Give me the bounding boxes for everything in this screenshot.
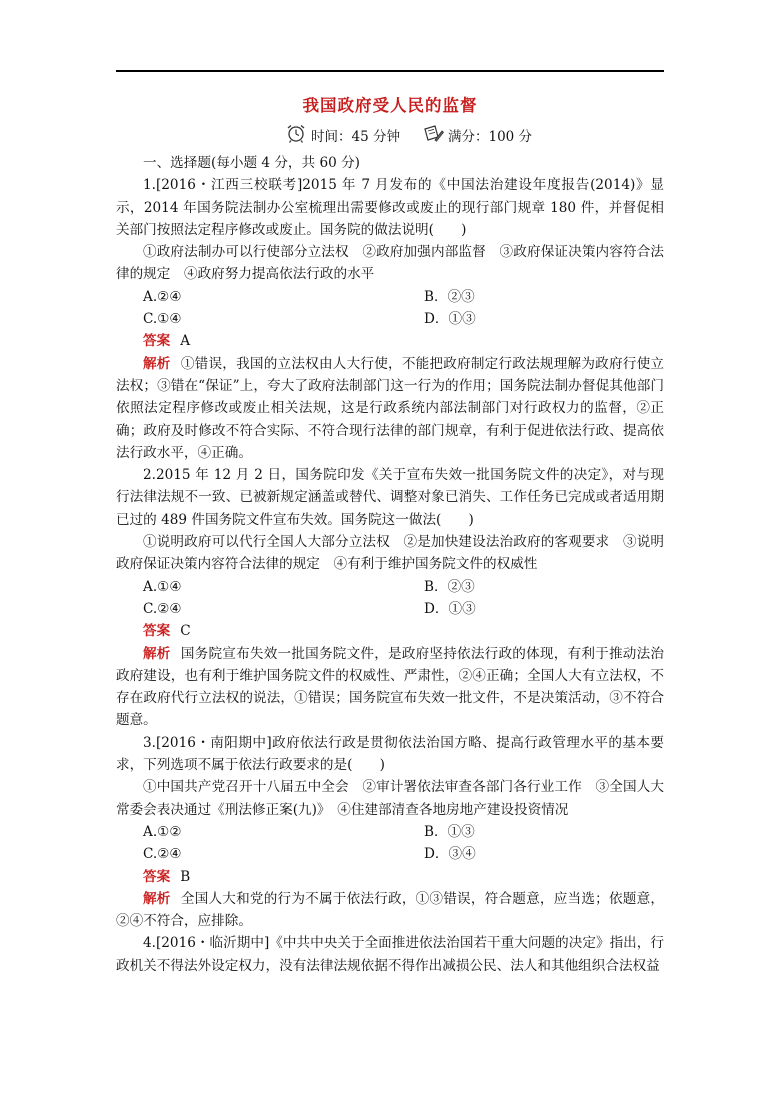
q1-option-d: D．①③ bbox=[424, 311, 476, 328]
q2-option-b: B．②③ bbox=[424, 578, 475, 595]
section-heading: 一、选择题(每小题 4 分，共 60 分) bbox=[143, 155, 360, 171]
q2-items: ①说明政府可以代行全国人大部分立法权 ②是加快建设法治政府的客观要求 ③说明政府保证决策内容符合法律的规定 ④有利于维护国务院文件的权威性 bbox=[116, 534, 664, 573]
alarm-clock-icon bbox=[285, 123, 307, 147]
q3-options bbox=[116, 821, 664, 866]
q1-option-c: C.①④ bbox=[143, 311, 182, 328]
answer-tag: 答案 bbox=[143, 623, 171, 640]
q2-answer bbox=[116, 620, 664, 642]
q3-analysis-text: 全国人大和党的行为不属于依法行政，①③错误，符合题意，应当选；依题意，②④不符合，应排除。 bbox=[116, 890, 665, 930]
score-label: 满分：100 分 bbox=[447, 129, 533, 145]
q3-answer bbox=[116, 866, 664, 888]
q2-option-d: D．①③ bbox=[424, 600, 476, 617]
page-title: 我国政府受人民的监督 bbox=[302, 96, 478, 115]
q2-stem: 2.2015 年 12 月 2 日，国务院印发《关于宣布失效一批国务院文件的决定》，对与现行法律法规不一致、已被新规定涵盖或替代、调整对象已消失、工作任务已完成或者适用期已过的 489 件国务院文件宣布失效。国务院这一做法( ) bbox=[116, 467, 664, 528]
q2-analysis-text: 国务院宣布失效一批国务院文件，是政府坚持依法行政的体现，有利于推动法治政府建设，也有利于维护国务院文件的权威性、严肃性，②④正确；全国人大有立法权，不存在政府代行立法权的说法，①错误；国务院宣布失效一批文件，不是决策活动，③不符合题意。 bbox=[116, 645, 665, 729]
header-rule bbox=[116, 70, 664, 72]
q2-options bbox=[116, 576, 664, 621]
answer-tag: 答案 bbox=[143, 333, 171, 350]
q3-option-c: C.②④ bbox=[143, 846, 182, 863]
q1-analysis-text: ①错误，我国的立法权由人大行使，不能把政府制定行政法规理解为政府行使立法权；③错在“保证”上，夸大了政府法制部门这一行为的作用；国务院法制办督促其他部门依照法定程序修改或废止相关法规，这是行政系统内部法制部门对行政权力的监督，②正确；政府及时修改不符合实际、不符合现行法律的部门规章，有利于促进依法行政、提高依法行政水平，④正确。 bbox=[116, 355, 665, 461]
analysis-tag: 解析 bbox=[143, 890, 171, 907]
q1-answer bbox=[116, 330, 664, 352]
q3-answer-value: B bbox=[180, 868, 191, 885]
q1-option-b: B．②③ bbox=[424, 288, 475, 305]
q3-option-d: D．③④ bbox=[424, 846, 476, 863]
analysis-tag: 解析 bbox=[143, 645, 171, 662]
answer-tag: 答案 bbox=[143, 868, 171, 885]
q1-options bbox=[116, 286, 664, 331]
q2-option-a: A.①④ bbox=[143, 578, 182, 595]
q3-option-a: A.①② bbox=[143, 823, 182, 840]
q1-stem: 1.[2016・江西三校联考]2015 年 7 月发布的《中国法治建设年度报告(2014)》显示，2014 年国务院法制办公室梳理出需要修改或废止的现行部门规章 180 件，并督促相关部门按照法定程序修改或废止。国务院的做法说明( ) bbox=[116, 177, 664, 238]
q3-analysis bbox=[116, 888, 664, 933]
q1-items: ①政府法制办可以行使部分立法权 ②政府加强内部监督 ③政府保证决策内容符合法律的规定 ④政府努力提高依法行政的水平 bbox=[116, 244, 664, 283]
q2-answer-value: C bbox=[180, 623, 191, 640]
exam-meta bbox=[285, 123, 532, 147]
q2-analysis bbox=[116, 643, 664, 732]
time-label: 时间：45 分钟 bbox=[311, 129, 400, 145]
analysis-tag: 解析 bbox=[143, 355, 171, 372]
q3-items: ①中国共产党召开十八届五中全会 ②审计署依法审查各部门各行业工作 ③全国人大常委会表决通过《刑法修正案(九)》 ④住建部清查各地房地产建设投资情况 bbox=[116, 779, 664, 818]
q2-option-c: C.②④ bbox=[143, 600, 182, 617]
q3-stem: 3.[2016・南阳期中]政府依法行政是贯彻依法治国方略、提高行政管理水平的基本要求，下列选项不属于依法行政要求的是( ) bbox=[116, 734, 664, 774]
question-content bbox=[116, 152, 664, 977]
q1-analysis bbox=[116, 353, 664, 464]
q1-answer-value: A bbox=[180, 333, 191, 350]
paper-pen-icon bbox=[422, 123, 444, 147]
q1-option-a: A.②④ bbox=[143, 288, 182, 305]
q3-option-b: B．①③ bbox=[424, 823, 475, 840]
q4-stem: 4.[2016・临沂期中]《中共中央关于全面推进依法治国若干重大问题的决定》指出，行政机关不得法外设定权力，没有法律法规依据不得作出减损公民、法人和其他组织合法权益 bbox=[116, 935, 664, 974]
